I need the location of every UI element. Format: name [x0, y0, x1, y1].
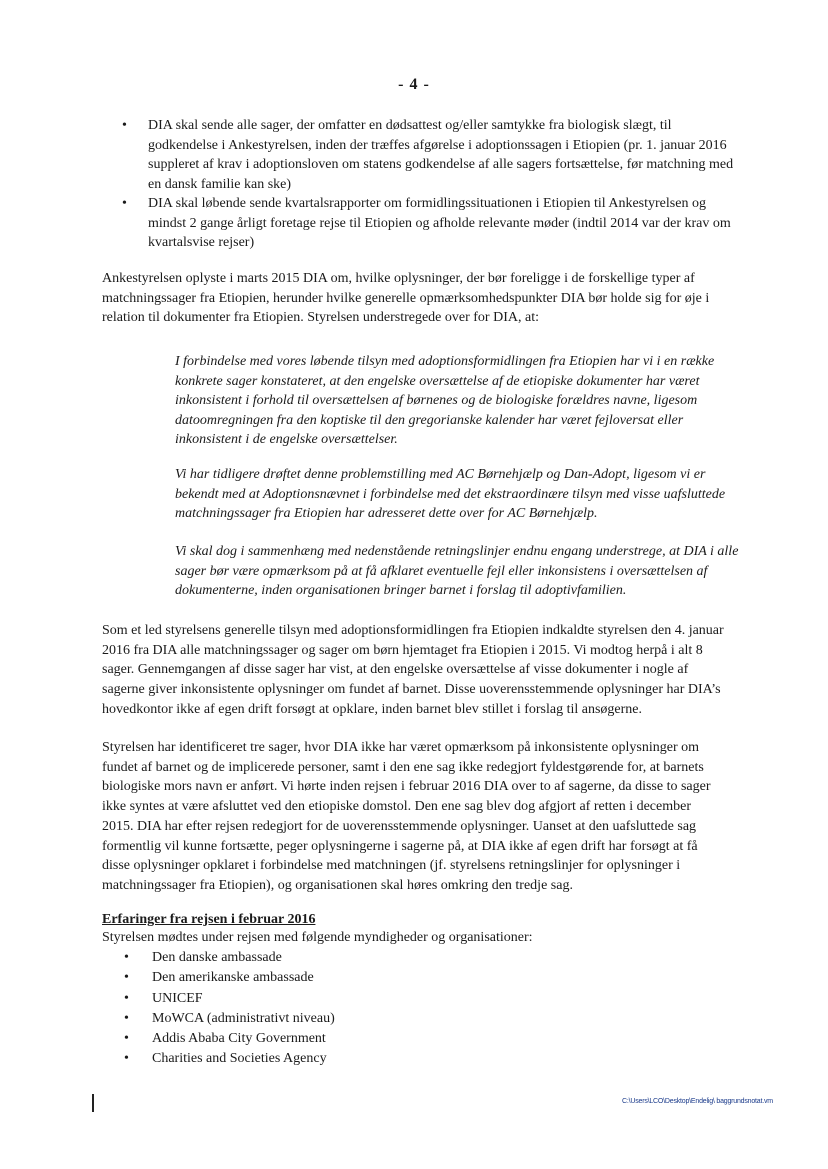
quote-prior-discussion: Vi har tidligere drøftet denne problemstilling med AC Børnehjælp og Dan-Adopt, ligesom vi er bekendt med at Adoptionsnævnet i forbindelse med det ekstraordinære tilsyn med visse uafsluttede matchningssager fra Etiopien har adresseret dette over for AC Børnehjælp.: [175, 467, 726, 521]
footer-file-path: C:\Users\LCO\Desktop\Endelig\ baggrundsnotat.vm: [622, 1098, 773, 1105]
quote-inconsistent-translation: I forbindelse med vores løbende tilsyn med adoptionsformidlingen fra Etiopien har vi i en række konkrete sager konstateret, at den engelske oversættelse af de etiopiske dokumenter har været inkonsistent i forhold til oversættelsen af børnenes og de biologiske forældres navne, ligesom datoomregningen fra den koptiske til den gregorianske kalender har været fejloversat eller inkonsistent i de engelske oversættelser.: [175, 354, 715, 447]
margin-mark: [92, 1094, 94, 1112]
paragraph-ankestyrelsen-guidance: Ankestyrelsen oplyste i marts 2015 DIA om, hvilke oplysninger, der bør foreligge i de forskellige typer af matchningssager fra Etiopien, herunder hvilke generelle opmærksomhedspunkter DIA bør holde sig for øje i relation til dokumenter fra Etiopien. Styrelsen understregede over for DIA, at:: [102, 271, 710, 326]
list-item: • DIA skal løbende sende kvartalsrapporter om formidlingssituationen i Etiopien til Ankestyrelsen og mindst 2 gange årligt foretage rejse til Etiopien og afholde relevante møder (indtil 2014 var der krav om kvartalsvise rejser): [118, 194, 738, 253]
list-item: • Den danske ambassade: [118, 948, 335, 968]
list-item: • MoWCA (administrativt niveau): [118, 1009, 335, 1029]
list-item: • DIA skal sende alle sager, der omfatter en dødsattest og/eller samtykke fra biologisk slægt, til godkendelse i Ankestyrelsen, inden der træffes afgørelse i adoptionssagen i Etiopien (pr. 1. januar 2016 suppleret af krav i adoptionsloven om statens godkendelse af alle sagers fortsættelse, før matchning med en dansk familie kan ske): [118, 116, 738, 194]
list-item: • Charities and Societies Agency: [118, 1049, 335, 1069]
requirements-list: [118, 116, 738, 253]
list-item: • Addis Ababa City Government: [118, 1029, 335, 1049]
page-number: - 4 -: [398, 76, 430, 93]
list-item: • UNICEF: [118, 989, 335, 1009]
quote-guidelines: Vi skal dog i sammenhæng med nedenstående retningslinjer endnu engang understrege, at DIA i alle sager bør være opmærksom på at få afklaret eventuelle fejl eller inkonsistens i oversættelsen af dokumenterne, inden organisationen bringer barnet i forslag til adoptivfamilien.: [175, 544, 739, 598]
paragraph-case-review: Som et led styrelsens generelle tilsyn med adoptionsformidlingen fra Etiopien indkaldte styrelsen den 4. januar 2016 fra DIA alle matchningssager og sager om børn hjemtaget fra Etiopien i 2015. Vi modtog herpå i alt 8 sager. Gennemgangen af disse sager har vist, at den engelske oversættelse af visse dokumenter i nogle af sagerne giver inkonsistente oplysninger om fundet af barnet. Disse uoverensstemmende oplysninger har DIA’s hovedkontor ikke af egen drift forsøgt at opklare, inden barnet blev stillet i forslag til ansøgerne.: [102, 623, 724, 717]
list-item: • Den amerikanske ambassade: [118, 968, 335, 988]
section-heading: Erfaringer fra rejsen i februar 2016: [102, 912, 316, 927]
paragraph-identified-cases: Styrelsen har identificeret tre sager, hvor DIA ikke har været opmærksom på inkonsistente oplysninger om fundet af barnet og de implicerede personer, samt i den ene sag ikke redegjort fyldestgørende for, at barnets biologiske mors navn er anført. Vi hørte inden rejsen i februar 2016 DIA over to af sagerne, da disse to sager ikke syntes at være afsluttet ved den etiopiske domstol. Den ene sag blev dog afgjort af retten i december 2015. DIA har efter rejsen redegjort for de uoverensstemmende oplysninger. Uanset at den uafsluttede sag formentlig vil kunne fortsætte, peger oplysningerne i sagerne på, at DIA ikke af egen drift har forsøgt at få disse oplysninger opklaret i forbindelse med matchningen (jf. styrelsens retningslinjer for oplysninger i matchningssager fra Etiopien), og organisationen skal høres omkring den tredje sag.: [102, 740, 711, 893]
section-intro: Styrelsen mødtes under rejsen med følgende myndigheder og organisationer:: [102, 930, 533, 945]
meetings-list: [118, 948, 335, 1070]
